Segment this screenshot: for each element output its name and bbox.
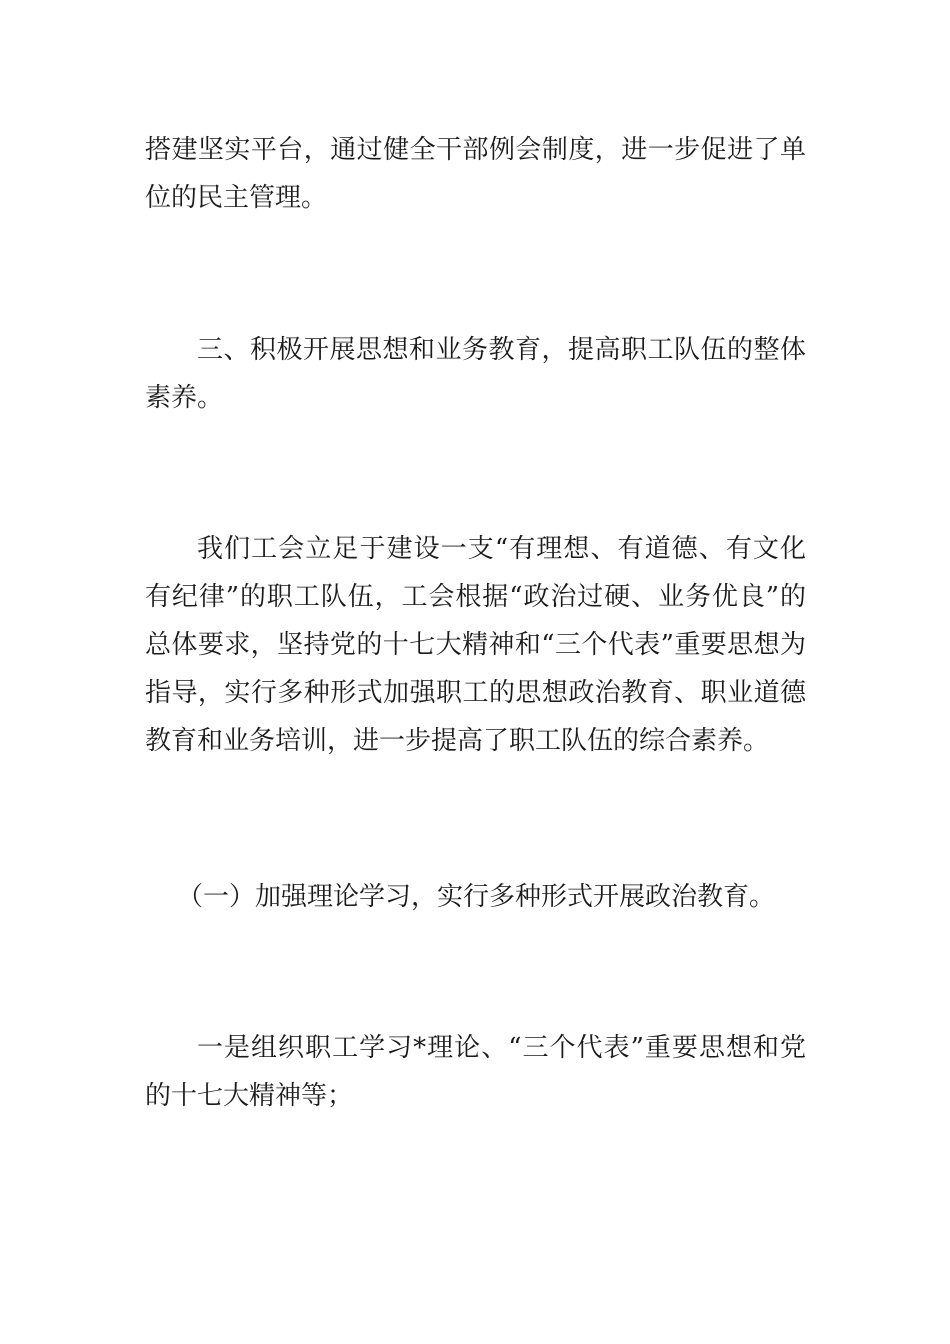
body-paragraph-continuation: 搭建坚实平台，通过健全干部例会制度，进一步促进了单位的民主管理。: [145, 135, 806, 213]
section-heading-three: 三、积极开展思想和业务教育，提高职工队伍的整体素养。: [145, 335, 806, 413]
body-paragraph-study-list: 一是组织职工学习*理论、“三个代表”重要思想和党的十七大精神等；: [145, 1033, 806, 1111]
body-paragraph-union-goals: 我们工会立足于建设一支“有理想、有道德、有文化有纪律”的职工队伍，工会根据“政治过硬、业务优良”的总体要求，坚持党的十七大精神和“三个代表”重要思想为指导，实行多种形式加强职工的思想政治教育、职业道德教育和业务培训，进一步提高了职工队伍的综合素养。: [145, 534, 806, 756]
subsection-heading-one: （一）加强理论学习，实行多种形式开展政治教育。: [177, 882, 776, 912]
